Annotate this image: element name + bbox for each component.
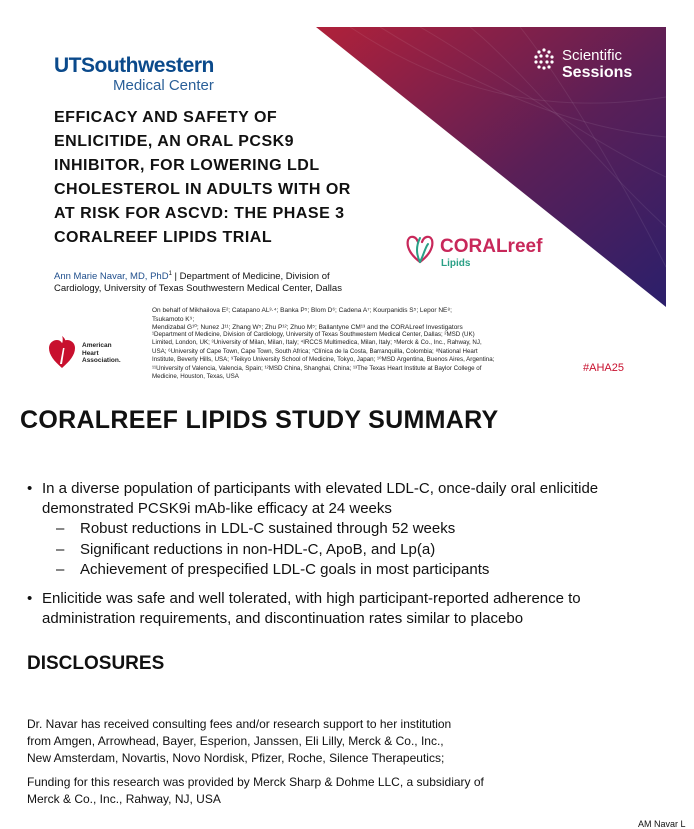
coauthors-line: Mendizabal G¹⁰; Nunez J¹¹; Zhang W⁵; Zhu P¹²; Zhuo M⁵; Ballantyne CM¹³ and the CORALreef Investigators bbox=[152, 324, 463, 332]
summary-text: demonstrated PCSK9i mAb-like efficacy at 24 weeks bbox=[42, 500, 392, 517]
title-line: AT RISK FOR ASCVD: THE PHASE 3 bbox=[54, 205, 345, 222]
coralreef-logo-text: CORALreef bbox=[440, 236, 543, 257]
disclosure-line: from Amgen, Arrowhead, Bayer, Esperion, Janssen, Eli Lilly, Merck & Co., Inc., bbox=[27, 734, 444, 748]
dash-marker: – bbox=[56, 520, 65, 537]
title-line: INHIBITOR, FOR LOWERING LDL bbox=[54, 157, 320, 174]
disclosure-line: Merck & Co., Inc., Rahway, NJ, USA bbox=[27, 792, 221, 806]
affiliation-line: USA; ⁶University of Cape Town, Cape Town, South Africa; ⁷Clínica de la Costa, Barranquilla, Colombia; ⁸National Heart bbox=[152, 347, 478, 355]
summary-text: administration requirements, and discontinuation rates similar to placebo bbox=[42, 610, 524, 627]
coralreef-logo-subtext: Lipids bbox=[441, 258, 471, 269]
hashtag: #AHA25 bbox=[583, 362, 624, 374]
author-superscript: 1 bbox=[168, 271, 172, 277]
scientific-sessions-line1: Scientific bbox=[562, 47, 623, 64]
bullet-marker: • bbox=[27, 590, 33, 607]
disclosure-line: Dr. Navar has received consulting fees and/or research support to her institution bbox=[27, 717, 452, 731]
affiliation-line: Medicine, Houston, Texas, USA bbox=[152, 373, 239, 381]
summary-text: Achievement of prespecified LDL-C goals in most participants bbox=[80, 561, 490, 578]
disclosure-line: New Amsterdam, Novartis, Novo Nordisk, Pfizer, Roche, Silence Therapeutics; bbox=[27, 751, 445, 765]
dash-marker: – bbox=[56, 541, 65, 558]
footer-right-label: AM Navar L bbox=[638, 819, 686, 829]
utsw-logo-wordmark: UTSouthwestern bbox=[54, 54, 214, 77]
author-affiliation bbox=[54, 269, 364, 294]
aha-logo-text bbox=[82, 342, 121, 365]
summary-heading: CORALREEF LIPIDS STUDY SUMMARY bbox=[20, 406, 499, 434]
summary-text: In a diverse population of participants with elevated LDL-C, once-daily oral enlicitide bbox=[42, 480, 599, 497]
dotted-globe-icon bbox=[532, 47, 556, 71]
affiliations-list bbox=[152, 331, 564, 381]
affiliation-line: ¹¹University of Valencia, Valencia, Spain; ¹²MSD China, Shanghai, China; ¹³The Texas Heart Institute at Baylor College of bbox=[152, 364, 482, 372]
author-department: | Department of Medicine, Division of Cardiology, University of Texas Southwestern Medical Center, Dallas bbox=[54, 271, 342, 294]
aha-logo-line: Heart bbox=[82, 349, 99, 357]
coauthors-list bbox=[152, 307, 482, 333]
disclosure-line: Funding for this research was provided by Merck Sharp & Dohme LLC, a subsidiary of bbox=[27, 775, 484, 789]
disclosures-heading: DISCLOSURES bbox=[27, 653, 165, 674]
summary-text: Enlicitide was safe and well tolerated, with high participant-reported adherence to bbox=[42, 590, 581, 607]
summary-text: Significant reductions in non-HDL-C, ApoB, and Lp(a) bbox=[80, 541, 436, 558]
coauthors-line: On behalf of Mikhailova E²; Catapano AL³·⁴; Banka P⁵; Blom D⁶; Cadena A⁷; Kourpanidis S⁵; Lepor NE⁸; Tsukamoto K⁹; bbox=[152, 307, 452, 323]
heart-torch-icon bbox=[48, 334, 76, 370]
scientific-sessions-line2: Sessions bbox=[562, 64, 633, 81]
author-name: Ann Marie Navar, MD, PhD bbox=[54, 271, 169, 283]
bullet-marker: • bbox=[27, 480, 33, 497]
aha-logo-line: American bbox=[82, 342, 112, 349]
affiliation-line: Limited, London, UK; ³University of Milan, Milan, Italy; ⁴IRCCS Multimedica, Milan, Italy; ⁵Merck & Co., Inc., Rahway, NJ, bbox=[152, 339, 482, 347]
presentation-title bbox=[54, 106, 414, 250]
title-line: CHOLESTEROL IN ADULTS WITH OR bbox=[54, 181, 351, 198]
utsw-logo-subtitle: Medical Center bbox=[113, 77, 214, 94]
aha-logo-line: Association. bbox=[82, 357, 121, 364]
summary-text: Robust reductions in LDL-C sustained through 52 weeks bbox=[80, 520, 456, 537]
title-line: CORALREEF LIPIDS TRIAL bbox=[54, 229, 273, 246]
affiliation-line: Institute, Beverly Hills, USA; ⁹Teikyo University School of Medicine, Tokyo, Japan; ¹⁰MSD Argentina, Buenos Aires, Argentina; bbox=[152, 356, 495, 364]
coral-icon bbox=[402, 232, 438, 264]
affiliation-line: ¹Department of Medicine, Division of Cardiology, University of Texas Southwestern Medical Center, Dallas; ²MSD (UK) bbox=[152, 331, 475, 338]
title-line: EFFICACY AND SAFETY OF bbox=[54, 109, 278, 126]
title-slide bbox=[20, 27, 666, 389]
dash-marker: – bbox=[56, 561, 65, 578]
title-line: ENLICITIDE, AN ORAL PCSK9 bbox=[54, 133, 295, 150]
